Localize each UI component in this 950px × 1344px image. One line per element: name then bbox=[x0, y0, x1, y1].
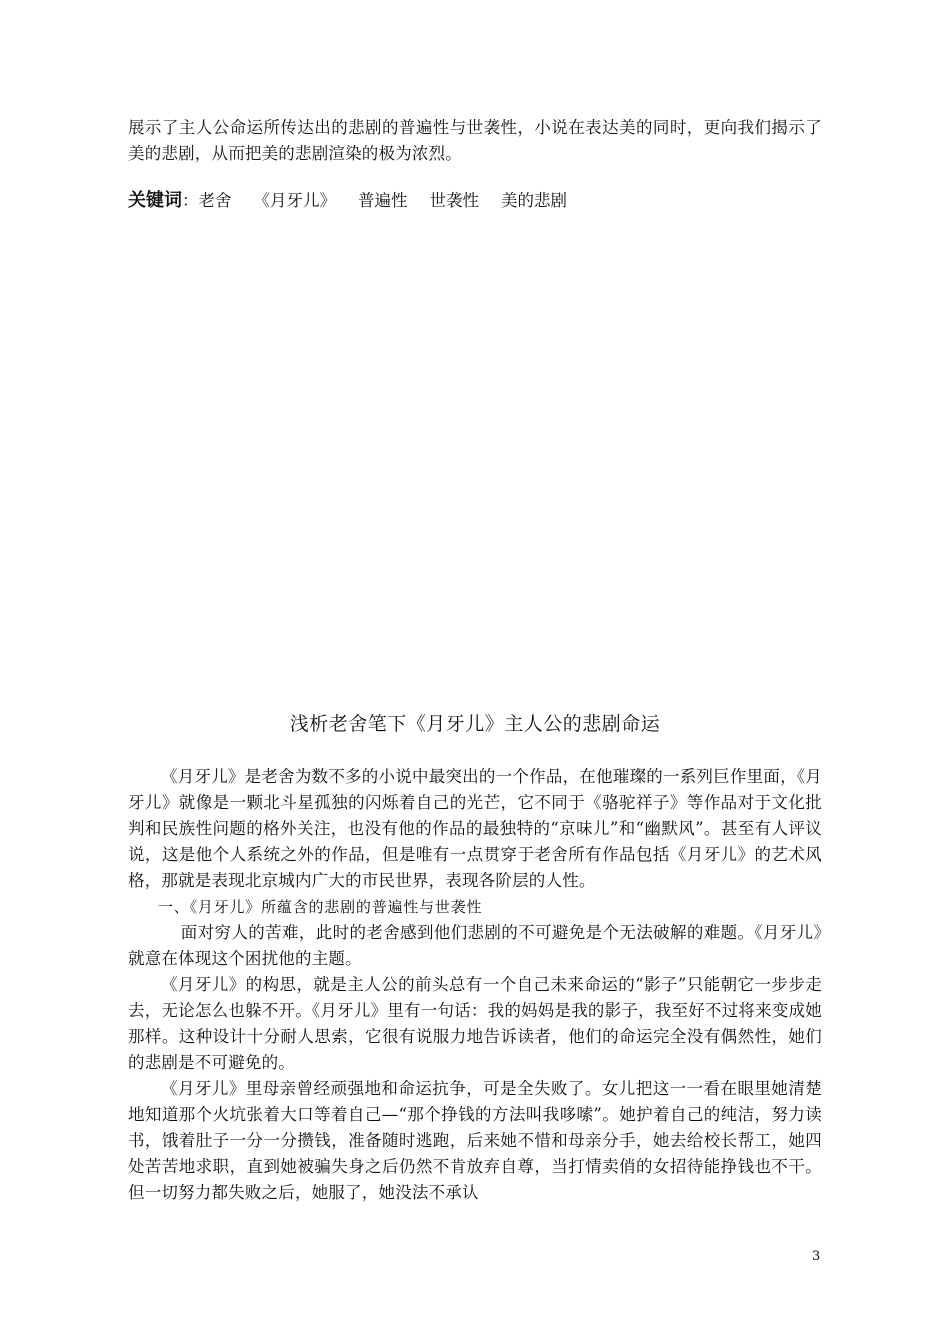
keyword-item: 美的悲剧 bbox=[501, 191, 567, 210]
keyword-item: 世袭性 bbox=[429, 191, 479, 210]
keyword-item: 《月牙儿》 bbox=[253, 191, 336, 210]
body-paragraph: 《月牙儿》的构思，就是主人公的前头总有一个自己未来命运的“影子”只能朝它一步步走去，无论怎么也躲不开。《月牙儿》里有一句话：我的妈妈是我的影子，我至好不过将来变成她那样。这种设计十分耐人思索，它很有说服力地告诉读者，他们的命运完全没有偶然性，她们的悲剧是不可避免的。 bbox=[128, 975, 822, 1072]
article-title: 浅析老舍笔下《月牙儿》主人公的悲剧命运 bbox=[289, 713, 661, 735]
keywords-separator: ： bbox=[182, 191, 199, 210]
keywords-label: 关键词 bbox=[128, 190, 182, 211]
body-paragraph: 《月牙儿》里母亲曾经顽强地和命运抗争，可是全失败了。女儿把这一一看在眼里她清楚地知道那个火坑张着大口等着自己—“那个挣钱的方法叫我哆嗦”。她护着自己的纯洁，努力读书，饿着肚子一分一分攒钱，准备随时逃跑，后来她不惜和母亲分手，她去给校长帮工，她四处苦苦地求职，直到她被骗失身之后仍然不肯放弃自尊，当打情卖俏的女招待能挣钱也不干。但一切努力都失败之后，她服了，她没法不承认 bbox=[128, 1079, 822, 1202]
abstract-text: 展示了主人公命运所传达出的悲剧的普遍性与世袭性，小说在表达美的同时，更向我们揭示了美的悲剧，从而把美的悲剧渲染的极为浓烈。 bbox=[128, 118, 822, 163]
body-paragraph: 《月牙儿》是老舍为数不多的小说中最突出的一个作品，在他璀璨的一系列巨作里面，《月牙儿》就像是一颗北斗星孤独的闪烁着自己的光芒，它不同于《骆驼祥子》等作品对于文化批判和民族性问题的格外关注，也没有他的作品的最独特的“京味儿”和“幽默风”。甚至有人评议说，这是他个人系统之外的作品，但是唯有一点贯穿于老舍所有作品包括《月牙儿》的艺术风格，那就是表现北京城内广大的市民世界，表现各阶层的人性。 bbox=[128, 767, 822, 890]
keyword-item: 普遍性 bbox=[358, 191, 408, 210]
keyword-item: 老舍 bbox=[198, 191, 232, 210]
article-body bbox=[128, 764, 822, 1206]
body-paragraph: 面对穷人的苦难，此时的老舍感到他们悲剧的不可避免是个无法破解的难题。《月牙儿》就意在体现这个困扰他的主题。 bbox=[128, 923, 822, 968]
section-heading: 一、《月牙儿》所蕴含的悲剧的普遍性与世袭性 bbox=[158, 898, 483, 916]
page-number: 3 bbox=[812, 1249, 821, 1264]
keywords-line bbox=[128, 188, 822, 214]
abstract-continuation bbox=[128, 115, 822, 167]
